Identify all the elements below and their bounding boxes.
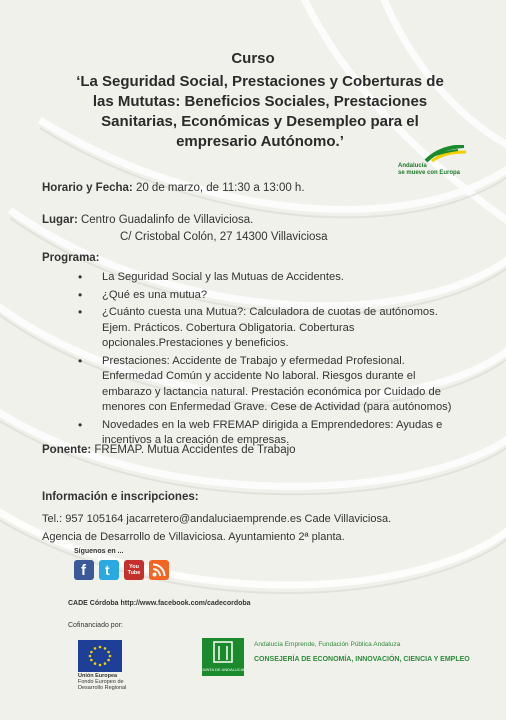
horario-value: 20 de marzo, de 11:30 a 13:00 h. <box>132 182 305 194</box>
lugar-row <box>42 214 253 226</box>
andalucia-swoosh-icon <box>396 145 468 163</box>
horario-row <box>42 182 305 194</box>
lugar-line-2: C/ Cristobal Colón, 27 14300 Villaviciosa <box>120 231 328 243</box>
eu-caption <box>78 673 134 691</box>
course-title-line: las Mututas: Beneficios Sociales, Prestaciones <box>92 93 428 110</box>
course-title-line: Sanitarias, Económicas y Desempleo para el <box>101 113 419 130</box>
ponente-value: FREMAP. Mutua Accidentes de Trabajo <box>91 444 296 456</box>
consejeria-text: CONSEJERÍA DE ECONOMÍA, INNOVACIÓN, CIENCIA Y EMPLEO <box>254 656 470 663</box>
andalucia-tagline <box>398 163 460 177</box>
lugar-line-1: Centro Guadalinfo de Villaviciosa. <box>77 214 254 226</box>
programa-list <box>78 270 458 451</box>
list-item: • Prestaciones: Accidente de Trabajo y efermedad Profesional. Enfermedad Común y accidente No laboral. Riesgos durante el embarazo y lactancia natural. Prestación económica por Cuidado de menores con Enfermedad Grave. Cese de Actividad (para autónomos) <box>78 354 458 416</box>
ponente-label: Ponente: <box>42 444 92 456</box>
list-item: • ¿Qué es una mutua? <box>78 288 458 304</box>
course-title-line: ‘La Seguridad Social, Prestaciones y Coberturas de <box>76 73 444 90</box>
junta-andalucia-logo <box>202 638 244 676</box>
horario-label: Horario y Fecha: <box>42 182 133 194</box>
andalucia-emprende-text: Andalucía Emprende, Fundación Pública Andaluza <box>254 641 401 648</box>
lugar-label: Lugar: <box>42 214 78 226</box>
agencia-line: Agencia de Desarrollo de Villaviciosa. Ayuntamiento 2ª planta. <box>42 531 345 543</box>
programa-label: Programa: <box>42 252 100 264</box>
twitter-icon[interactable]: t <box>99 560 119 580</box>
eu-flag-icon <box>78 640 122 672</box>
andalucia-europa-logo <box>396 145 468 181</box>
youtube-icon[interactable] <box>124 560 144 580</box>
info-label: Información e inscripciones: <box>42 491 199 503</box>
course-title-line: empresario Autónomo.’ <box>176 133 344 150</box>
course-title <box>50 72 470 152</box>
list-item: • Novedades en la web FREMAP dirigida a Emprendedores: Ayudas e incentivos a la creación de empresas. <box>78 418 458 449</box>
siguenos-label: Síguenos en ... <box>74 548 124 555</box>
ponente-row <box>42 444 296 456</box>
junta-emblem-icon <box>202 638 244 676</box>
tagline-line-2: se mueve con Europa <box>398 170 461 176</box>
course-heading: Curso <box>231 50 275 67</box>
list-item: • ¿Cuánto cuesta una Mutua?: Calculadora de cuotas de autónomos. Ejem. Prácticos. Cobertura Obligatoria. Coberturas opcionales.Prestaciones y beneficios. <box>78 305 458 352</box>
cade-facebook-link[interactable]: CADE Córdoba http://www.facebook.com/cadecordoba <box>68 600 251 607</box>
facebook-icon[interactable]: f <box>74 560 94 580</box>
eu-fund: Fondo Europeo de Desarrollo Regional <box>78 679 127 691</box>
youtube-label: You Tube <box>127 564 141 576</box>
eu-name: Unión Europea <box>78 673 118 679</box>
junta-mark: JUNTA DE ANDALUCIA <box>202 667 244 672</box>
cofinanciado-label: Cofinanciado por: <box>68 622 123 629</box>
rss-glyph-icon <box>149 560 169 580</box>
list-item: • La Seguridad Social y las Mutuas de Accidentes. <box>78 270 458 286</box>
tagline-line-1: Andalucía <box>398 163 427 169</box>
contact-line: Tel.: 957 105164 jacarretero@andaluciaemprende.es Cade Villaviciosa. <box>42 513 392 525</box>
eu-stars-icon <box>88 645 112 667</box>
rss-icon[interactable] <box>149 560 169 580</box>
